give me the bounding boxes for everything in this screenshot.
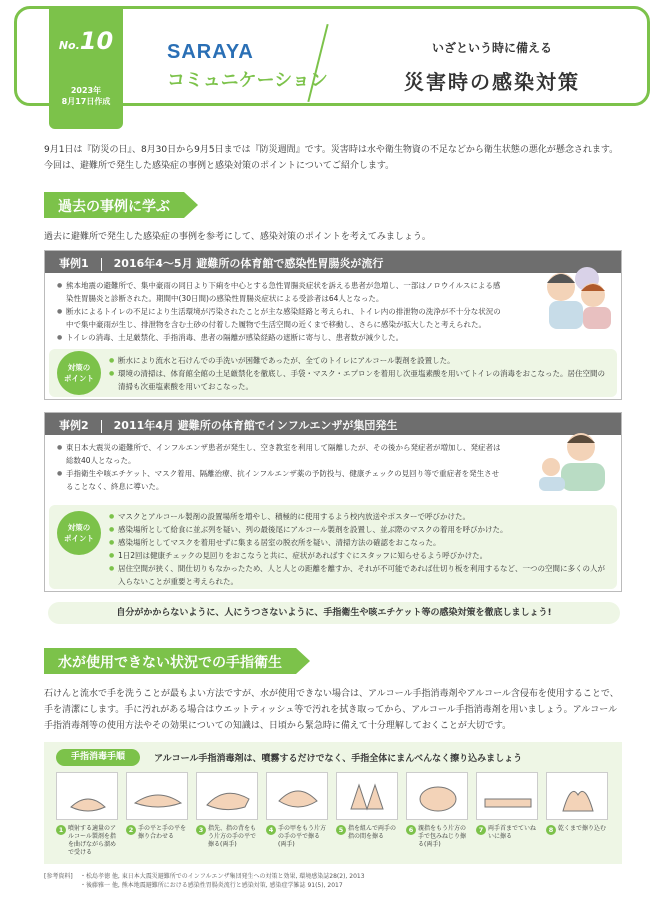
highlight-banner: 自分がかからないように、人にうつさないように、手指衛生や咳エチケット等の感染対策を徹底しましょう! (48, 602, 620, 624)
steps-box (44, 742, 622, 864)
hand-icon (476, 772, 538, 820)
list-item: ● 断水により流水と石けんでの手洗いが困難であったが、全てのトイレにアルコール製剤を設置した。 (109, 354, 609, 367)
reference-item: ・後藤雅一 他, 熊本地震避難所における感染性胃腸炎流行と感染対策, 感染症学雑誌 91(5), 2017 (80, 882, 343, 889)
hand-icon (126, 772, 188, 820)
step-card (546, 772, 608, 835)
section-heading: 過去の事例に学ぶ (44, 192, 184, 218)
header-title-block (347, 39, 637, 95)
list-item: ● マスクとアルコール製剤の設置場所を増やし、積極的に使用するよう校内放送やポスターで呼びかけた。 (109, 510, 609, 523)
header-frame (14, 6, 650, 106)
case-label: 事例1 (59, 257, 89, 270)
steps-tag: 手指消毒手順 (56, 749, 140, 766)
point-list (49, 349, 617, 398)
references (44, 872, 624, 890)
list-item: ● 環境の清掃は、体育館全館の土足厳禁化を徹底し、手袋・マスク・エプロンを着用し次亜塩素酸を用いてトイレの消毒をおこなった。居住空間の清掃も次亜塩素酸を用いておこなった。 (109, 367, 609, 393)
brand-name: SARAYA (167, 41, 254, 63)
section-body: 石けんと流水で手を洗うことが最もよい方法ですが、水が使用できない場合は、アルコール手指消毒剤やアルコール含侵布を使用することで、手を清潔にします。手に汚れがある場合はウエットティッシュ等で汚れを拭き取ってから、アルコール手指消毒剤を用いましょう。アルコール手指消毒剤等の使用方法やその効果についての知識は、日頃から緊急時に備えて十分理解しておくことが大切です。 (44, 689, 619, 731)
list-item: ● 熊本地震の避難所で、集中豪雨の同日より下痢を中心とする急性胃腸炎症状を訴える患者が急増し、一部はノロウイルスによる感染性胃腸炎と診断された。期間中(30日間)の感染性胃腸炎症状による受診者は64人となった。 (57, 279, 501, 305)
point-list (49, 505, 617, 593)
section-lead: 過去に避難所で発生した感染症の事例を参考にして、感染対策のポイントを考えてみましょう。 (44, 232, 431, 242)
list-item: ● 断水によるトイレの不足により生活環境が汚染されたことが主な感染経路と考えられ、トイレ内の排泄物の洗浄が不十分な状況の中で集中豪雨が生じ、排泄物を含む土砂の付着した履物で生活空間の近くまで移動し、さらに感染が拡大したと考えられた。 (57, 305, 501, 331)
case-card (44, 412, 622, 592)
case-title: 2011年4月 避難所の体育館でインフルエンザが集団発生 (113, 419, 398, 432)
step-text: 親指をもう片方の手で包みねじり擦る(両手) (418, 825, 467, 848)
page-title: 災害時の感染対策 (404, 70, 580, 94)
list-item: ● 東日本大震災の避難所で、インフルエンザ患者が発生し、空き教室を利用して隔離したが、その後から発症者が増加し、発症者は総数40人となった。 (57, 441, 501, 467)
hand-icon (56, 772, 118, 820)
point-badge: 対策の ポイント (57, 351, 101, 395)
point-box (49, 505, 617, 589)
hand-icon (546, 772, 608, 820)
case-label: 事例2 (59, 419, 89, 432)
step-number: 2 (126, 825, 136, 835)
steps-note: アルコール手指消毒剤は、噴霧するだけでなく、手指全体にまんべんなく擦り込みましょう (154, 754, 523, 764)
step-number: 3 (196, 825, 206, 835)
step-number: 5 (336, 825, 346, 835)
step-card (126, 772, 188, 841)
references-heading: [参考資料] (44, 873, 73, 880)
step-text: 両手首までていねいに擦る (488, 825, 537, 840)
section-heading: 水が使用できない状況での手指衛生 (44, 648, 296, 674)
step-text: 手の平と手の平を擦り合わせる (138, 825, 187, 840)
issue-date: 2023年 8月17日作成 (61, 86, 111, 106)
list-item: ● トイレの消毒、土足厳禁化、手指消毒、患者の隔離が感染経路の遮断に寄与し、患者数が減少した。 (57, 331, 501, 344)
list-item: ● 1日2回は健康チェックの見回りをおこなうと共に、症状があればすぐにスタッフに知らせるよう呼びかけた。 (109, 549, 609, 562)
step-card (476, 772, 538, 841)
case-title: 2016年4〜5月 避難所の体育館で感染性胃腸炎が流行 (113, 257, 384, 270)
header-subtitle: いざという時に備える (431, 41, 552, 55)
fever-person-illustration (531, 427, 619, 493)
list-item: ● 居住空間が狭く、間仕切りもなかったため、人と人との距離を離すか、それが不可能であれば仕切り板を利用するなど、一つの空間に多くの人が入らないことが重要と考えられた。 (109, 562, 609, 588)
step-number: 4 (266, 825, 276, 835)
step-card (336, 772, 398, 841)
step-number: 1 (56, 825, 66, 835)
step-text: 手の甲をもう片方の手の平で擦る(両手) (278, 825, 327, 848)
step-text: 乾くまで擦り込む (558, 825, 607, 832)
case-list (45, 435, 515, 493)
point-badge: 対策の ポイント (57, 511, 101, 555)
hand-icon (196, 772, 258, 820)
list-item: ● 感染場所として給食に並ぶ列を疑い、列の最後尾にアルコール製剤を設置し、並ぶ際のマスクの着用を呼びかけた。 (109, 523, 609, 536)
hand-icon (336, 772, 398, 820)
step-text: 指先、指の背をもう片方の手の平で擦る(両手) (208, 825, 257, 848)
step-text: 噴射する適量のアルコール製剤を指を曲げながら溜めで受ける (68, 825, 117, 856)
step-card (266, 772, 328, 849)
step-text: 指を組んで両手の指の間を擦る (348, 825, 397, 840)
list-item: ● 感染場所としてマスクを着用せずに集まる居室の脱衣所を疑い、清掃方法の確認をおこなった。 (109, 536, 609, 549)
issue-badge (49, 9, 123, 129)
hand-icon (266, 772, 328, 820)
case-card (44, 250, 622, 400)
step-card (406, 772, 468, 849)
step-number: 8 (546, 825, 556, 835)
step-number: 7 (476, 825, 486, 835)
step-card (56, 772, 118, 857)
reference-item: ・松島孝徳 他, 東日本大震災避難所でのインフルエンザ集団発生への対策と効果, 環境感染誌28(2), 2013 (80, 873, 365, 880)
intro-text: 9月1日は『防災の日』、8月30日から9月5日までは『防災週間』です。災害時は水や衛生物資の不足などから衛生状態の悪化が懸念されます。今回は、避難所で発生した感染症の事例と感染対策のポイントについてご紹介します。 (44, 145, 619, 171)
point-box (49, 349, 617, 397)
brand-sub: コミュニケーション (167, 70, 328, 91)
case-list (45, 273, 515, 344)
sick-person-illustration (531, 261, 619, 331)
step-card (196, 772, 258, 849)
hand-icon (406, 772, 468, 820)
list-item: ● 手指衛生や咳エチケット、マスク着用、隔離治療、抗インフルエンザ薬の予防投与、健康チェックの見回り等で重症者を発生させることなく、終息に導いた。 (57, 467, 501, 493)
issue-number: No.10 (58, 27, 114, 55)
step-number: 6 (406, 825, 416, 835)
brand-logo (167, 41, 328, 92)
